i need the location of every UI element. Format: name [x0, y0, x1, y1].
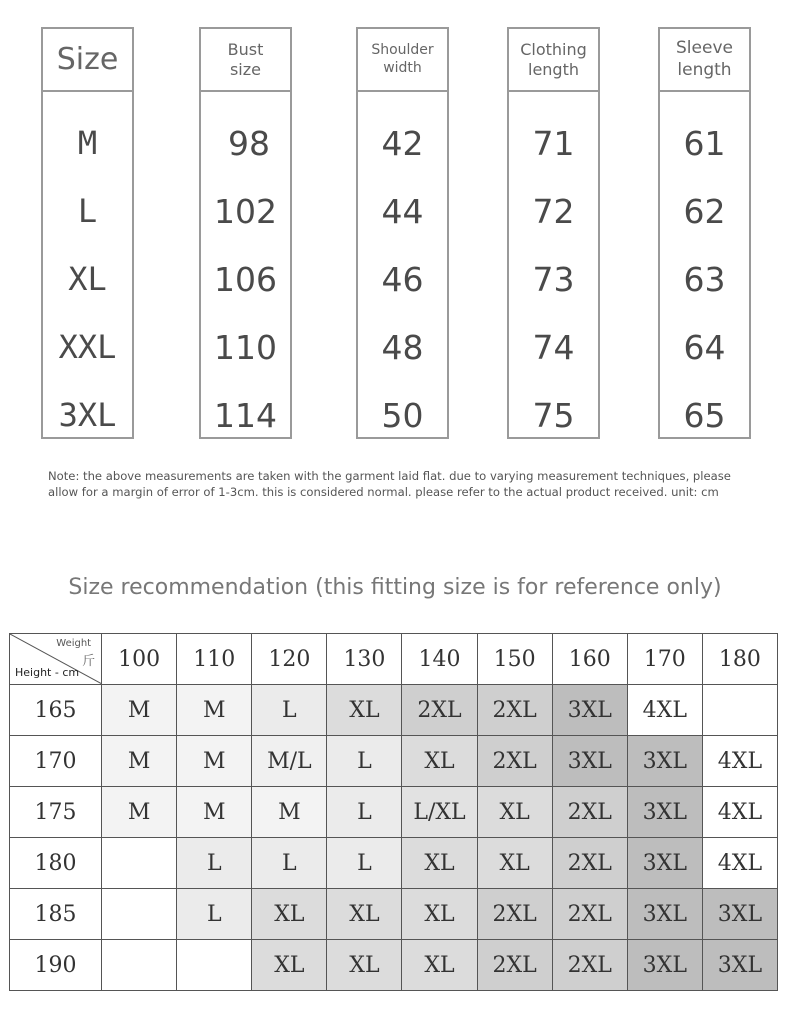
size-recommendation-cell: XL [402, 940, 477, 991]
size-recommendation-cell: XL [402, 889, 477, 940]
weight-header-cell: 160 [552, 634, 627, 685]
weight-header-row [10, 634, 778, 685]
size-recommendation-cell: 2XL [552, 787, 627, 838]
size-recommendation-cell: 2XL [552, 940, 627, 991]
sleeve-length-column [658, 27, 751, 439]
shoulder-cell: 42 [381, 123, 424, 163]
size-recommendation-cell: M [177, 787, 252, 838]
size-recommendation-cell: XL [477, 787, 552, 838]
size-cell: 3XL [58, 396, 117, 434]
table-row [10, 685, 778, 736]
size-recommendation-table [9, 633, 778, 991]
shoulder-header-line2: width [383, 59, 422, 76]
bust-header-line1: Bust [227, 39, 264, 59]
size-recommendation-cell: XL [327, 889, 402, 940]
size-cell: L [77, 192, 98, 230]
size-recommendation-cell: M/L [252, 736, 327, 787]
clothing-length-column [507, 27, 600, 439]
size-recommendation-cell: 3XL [702, 889, 777, 940]
size-recommendation-cell: L [327, 787, 402, 838]
shoulder-cell: 46 [381, 259, 424, 299]
sleeve-header-line1: Sleeve [676, 38, 733, 59]
shoulder-header-line1: Shoulder [371, 42, 434, 58]
size-recommendation-cell: XL [477, 838, 552, 889]
sleeve-length-cell: 64 [683, 327, 726, 367]
size-recommendation-cell [102, 838, 177, 889]
size-recommendation-cell: L [252, 838, 327, 889]
clothing-length-cell: 74 [532, 327, 575, 367]
size-recommendation-cell: 4XL [702, 736, 777, 787]
sleeve-length-cell: 61 [683, 123, 726, 163]
size-recommendation-cell: M [102, 736, 177, 787]
shoulder-column [356, 27, 449, 439]
shoulder-cell: 48 [381, 327, 424, 367]
size-recommendation-cell: XL [252, 889, 327, 940]
clothing-header-line1: Clothing [520, 39, 587, 59]
clothing-header-line2: length [528, 59, 579, 79]
size-recommendation-cell: L [177, 889, 252, 940]
size-recommendation-cell: M [177, 685, 252, 736]
table-row [10, 940, 778, 991]
size-recommendation-cell [702, 685, 777, 736]
table-corner [10, 634, 102, 685]
measurement-note [48, 468, 748, 500]
size-recommendation-cell: M [102, 787, 177, 838]
size-recommendation-cell: XL [402, 736, 477, 787]
height-header-cell: 170 [10, 736, 102, 787]
height-header-cell: 185 [10, 889, 102, 940]
corner-height-label: Height - cm [15, 666, 80, 679]
size-recommendation-cell: 3XL [627, 787, 702, 838]
sleeve-length-cell: 62 [683, 191, 726, 231]
clothing-length-cell: 71 [532, 123, 575, 163]
weight-header-cell: 100 [102, 634, 177, 685]
size-recommendation-cell [102, 940, 177, 991]
clothing-length-cell: 75 [532, 395, 575, 435]
shoulder-column-header [358, 29, 447, 92]
size-recommendation-cell: XL [327, 685, 402, 736]
clothing-length-cell: 73 [532, 259, 575, 299]
size-recommendation-cell: XL [327, 940, 402, 991]
size-recommendation-cell: M [177, 736, 252, 787]
bust-column [199, 27, 292, 439]
table-row [10, 838, 778, 889]
bust-cell: 98 [228, 123, 270, 163]
weight-header-cell: 180 [702, 634, 777, 685]
size-cell: M [77, 124, 98, 162]
table-row [10, 787, 778, 838]
note-line1: Note: the above measurements are taken with the garment laid flat. due to varying measurement techniques, please [48, 469, 731, 483]
size-recommendation-cell: L [177, 838, 252, 889]
size-recommendation-cell: 3XL [627, 940, 702, 991]
size-recommendation-cell: L [327, 736, 402, 787]
table-row [10, 889, 778, 940]
size-recommendation-cell: 2XL [477, 685, 552, 736]
clothing-length-column-header [509, 29, 598, 92]
corner-unit-label: 斤 [82, 654, 96, 669]
sleeve-length-column-header [660, 29, 749, 92]
size-recommendation-cell: 3XL [702, 940, 777, 991]
table-row [10, 736, 778, 787]
size-cell: XXL [58, 328, 117, 366]
size-recommendation-cell: L [252, 685, 327, 736]
bust-cell: 110 [214, 327, 277, 367]
sleeve-header-line2: length [677, 59, 732, 80]
size-recommendation-cell [177, 940, 252, 991]
size-recommendation-cell [102, 889, 177, 940]
size-recommendation-cell: 2XL [477, 940, 552, 991]
size-recommendation-cell: 3XL [627, 838, 702, 889]
bust-cell: 114 [214, 395, 277, 435]
bust-header-line2: size [229, 59, 261, 79]
weight-header-cell: 140 [402, 634, 477, 685]
weight-header-cell: 130 [327, 634, 402, 685]
height-header-cell: 175 [10, 787, 102, 838]
shoulder-cell: 44 [381, 191, 424, 231]
size-recommendation-cell: L [327, 838, 402, 889]
size-recommendation-cell: 3XL [627, 736, 702, 787]
size-recommendation-cell: 2XL [477, 889, 552, 940]
bust-cell: 106 [214, 259, 277, 299]
height-header-cell: 180 [10, 838, 102, 889]
size-recommendation-cell: XL [252, 940, 327, 991]
height-header-cell: 190 [10, 940, 102, 991]
size-recommendation-cell: 3XL [627, 889, 702, 940]
size-recommendation-cell: 3XL [552, 685, 627, 736]
height-header-cell: 165 [10, 685, 102, 736]
weight-header-cell: 150 [477, 634, 552, 685]
clothing-length-cell: 72 [532, 191, 575, 231]
size-recommendation-cell: L/XL [402, 787, 477, 838]
weight-header-cell: 120 [252, 634, 327, 685]
weight-header-cell: 110 [177, 634, 252, 685]
size-recommendation-cell: 4XL [702, 838, 777, 889]
sleeve-length-cell: 65 [683, 395, 726, 435]
size-cell: XL [68, 260, 107, 298]
size-column-header: Size [43, 29, 132, 92]
bust-cell: 102 [214, 191, 277, 231]
size-recommendation-cell: M [102, 685, 177, 736]
size-recommendation-cell: 3XL [552, 736, 627, 787]
size-recommendation-cell: 2XL [477, 736, 552, 787]
shoulder-cell: 50 [381, 395, 424, 435]
size-recommendation-cell: XL [402, 838, 477, 889]
size-column [41, 27, 134, 439]
sleeve-length-cell: 63 [683, 259, 726, 299]
note-line2: allow for a margin of error of 1-3cm. this is considered normal. please refer to the actual product received. unit: cm [48, 485, 719, 499]
size-recommendation-cell: M [252, 787, 327, 838]
size-recommendation-cell: 4XL [627, 685, 702, 736]
size-recommendation-cell: 2XL [402, 685, 477, 736]
size-recommendation-cell: 2XL [552, 889, 627, 940]
size-recommendation-cell: 2XL [552, 838, 627, 889]
size-recommendation-cell: 4XL [702, 787, 777, 838]
corner-weight-label: Weight [56, 638, 92, 649]
bust-column-header [201, 29, 290, 92]
size-recommendation-title: Size recommendation (this fitting size is for reference only) [68, 575, 722, 600]
weight-header-cell: 170 [627, 634, 702, 685]
